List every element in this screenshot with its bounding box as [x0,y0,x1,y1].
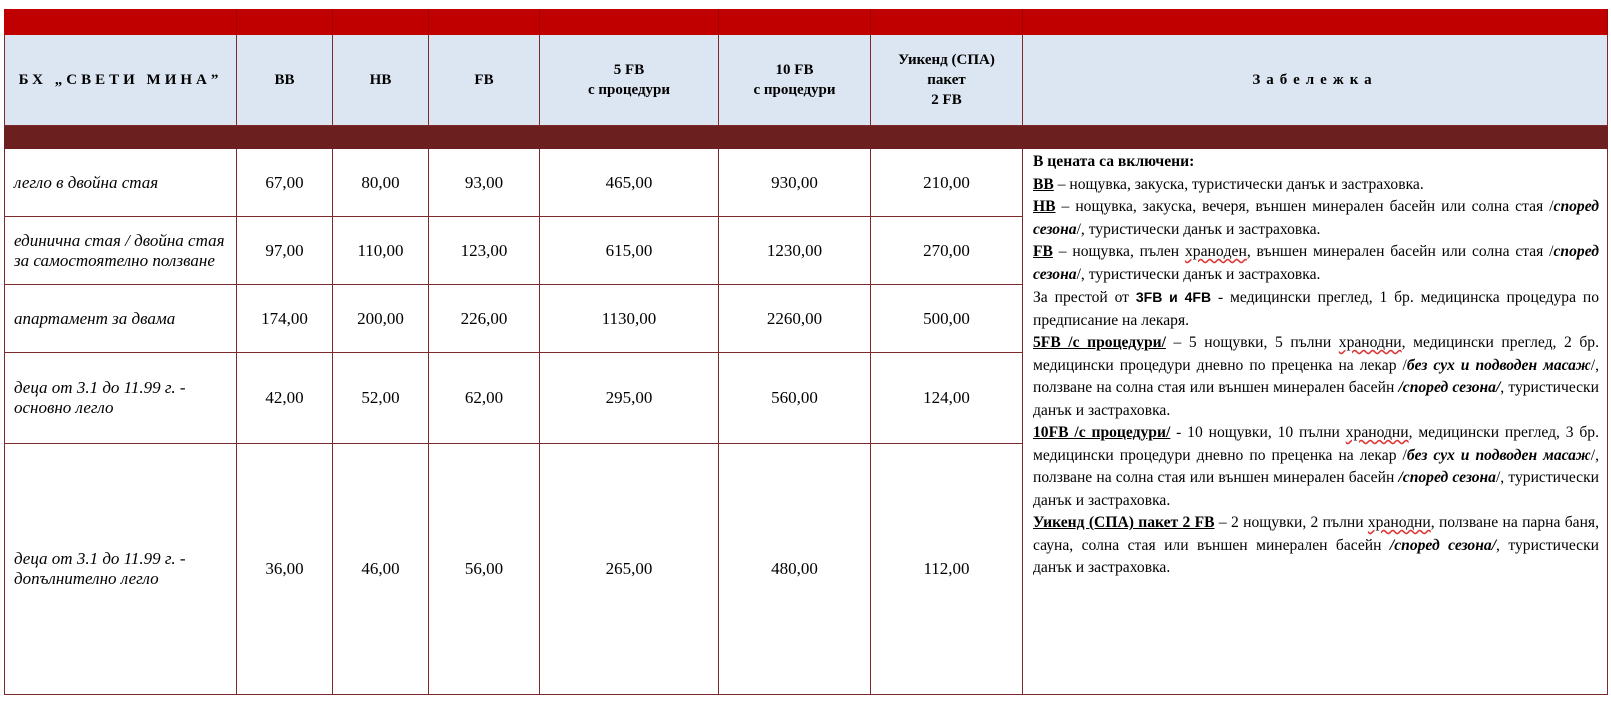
price-10fb: 480,00 [719,444,871,695]
col-5fb-header [540,35,719,126]
notes-5fb-word: хранодни [1338,334,1402,351]
price-weekend: 124,00 [871,353,1023,444]
notes-intro [1033,151,1599,174]
notes-5fb [1033,332,1599,422]
notes-stay [1033,286,1599,332]
col-weekend-line2: пакет [927,72,966,88]
col-hb-header: HB [333,35,429,126]
notes-fb [1033,241,1599,286]
room-type: апартамент за двама [5,285,237,353]
col-10fb-header [719,35,871,126]
dark-separator-band [5,126,1608,149]
price-table [4,9,1608,695]
col-10fb-line2: с процедури [753,82,836,98]
hotel-name-header: БХ „СВЕТИ МИНА” [5,35,237,126]
notes-weekend-word: хранодни [1367,514,1431,531]
price-weekend: 500,00 [871,285,1023,353]
notes-hb-season: според сезона [1033,198,1599,238]
notes-10fb [1033,422,1599,512]
price-5fb: 265,00 [540,444,719,695]
col-notes-header: Забележка [1023,35,1608,126]
price-fb: 62,00 [429,353,540,444]
price-bb: 42,00 [237,353,333,444]
price-bb: 67,00 [237,149,333,217]
price-10fb: 930,00 [719,149,871,217]
col-fb-header: FB [429,35,540,126]
header-row [5,35,1608,126]
notes-fb-label: FB [1033,243,1053,260]
notes-stay-bold: 3FB и 4FB [1135,289,1212,305]
notes-cell [1023,149,1608,695]
room-type: легло в двойна стая [5,149,237,217]
notes-weekend-text-1: – 2 нощувки, 2 пълни [1214,514,1368,531]
notes-hb-text-2: /, туристически данък и застраховка. [1076,220,1321,238]
col-5fb-line1: 5 FB [613,62,645,78]
notes-10fb-label: 10FB /с процедури/ [1033,424,1171,441]
price-hb: 200,00 [333,285,429,353]
room-type: деца от 3.1 до 11.99 г. - основно легло [5,353,237,444]
notes-weekend-season: /според сезона/ [1389,536,1497,554]
notes-5fb-massage: без сух и подводен масаж [1406,356,1591,374]
col-weekend-line1: Уикенд (СПА) [898,52,995,68]
price-10fb: 2260,00 [719,285,871,353]
price-hb: 46,00 [333,444,429,695]
notes-5fb-season: /според сезона/ [1398,379,1501,396]
notes-10fb-season: /според сезона [1398,469,1496,486]
notes-fb-text-3: /, туристически данък и застраховка. [1076,265,1321,283]
notes-weekend-label: Уикенд (СПА) пакет 2 FB [1033,514,1215,531]
price-10fb: 1230,00 [719,217,871,285]
notes-intro-text: В цената са включени: [1033,153,1195,170]
notes-10fb-word: хранодни [1345,424,1409,441]
notes-5fb-label: 5FB /с процедури/ [1033,334,1166,351]
price-bb: 36,00 [237,444,333,695]
notes-fb-text-2: , външен минерален басейн или солна стая / [1246,243,1554,260]
notes-weekend-text-3: , туристически данък и застраховка. [1033,536,1599,576]
price-5fb: 615,00 [540,217,719,285]
room-type: единична стая / двойна стая за самостоятелно ползване [5,217,237,285]
col-bb-header: BB [237,35,333,126]
price-hb: 52,00 [333,353,429,444]
notes-bb-text: – нощувка, закуска, туристически данък и застраховка. [1053,175,1424,193]
notes-fb-season: според сезона [1033,243,1599,283]
notes-hb [1033,196,1599,241]
notes-10fb-text-1: - 10 нощувки, 10 пълни [1170,424,1346,441]
notes-bb [1033,174,1599,197]
notes-fb-word: хранoден [1184,243,1247,260]
col-10fb-line1: 10 FB [775,62,814,78]
price-5fb: 295,00 [540,353,719,444]
price-fb: 56,00 [429,444,540,695]
price-bb: 174,00 [237,285,333,353]
notes-10fb-massage: без сух и подводен масаж [1406,446,1591,464]
table-row [5,149,1608,217]
notes-hb-label: HB [1033,198,1056,215]
notes-hb-text-1: – нощувка, закуска, вечеря, външен минерален басейн или солна стая / [1055,198,1554,215]
notes-5fb-text-1: – 5 нощувки, 5 пълни [1165,334,1339,351]
price-fb: 226,00 [429,285,540,353]
notes-weekend-text-2: , ползване на парна баня, сауна, солна стая или външен минерален басейн [1033,514,1599,554]
notes-weekend [1033,512,1599,580]
price-table-wrapper [4,9,1607,695]
notes-fb-text-1: – нощувка, пълен [1052,243,1185,260]
price-hb: 80,00 [333,149,429,217]
col-weekend-line3: 2 FB [931,92,962,108]
price-5fb: 465,00 [540,149,719,217]
notes-5fb-text-2: , медицински преглед, 2 бр. медицински процедури дневно по преценка на лекар / [1033,334,1599,374]
notes-5fb-text-4: , туристически данък и застраховка. [1033,379,1599,419]
room-type: деца от 3.1 до 11.99 г. - допълнително легло [5,444,237,695]
price-weekend: 112,00 [871,444,1023,695]
col-weekend-header [871,35,1023,126]
price-fb: 93,00 [429,149,540,217]
price-weekend: 270,00 [871,217,1023,285]
notes-10fb-text-3: /, ползване на солна стая или външен минерален басейн [1033,446,1600,486]
price-bb: 97,00 [237,217,333,285]
notes-bb-label: BB [1033,175,1054,193]
price-hb: 110,00 [333,217,429,285]
price-5fb: 1130,00 [540,285,719,353]
notes-stay-text-2: - медицински преглед, 1 бр. медицинска процедура по предписание на лекаря. [1033,289,1599,329]
notes-stay-text-1: За престой от [1033,289,1136,306]
col-5fb-line2: с процедури [587,82,671,98]
price-weekend: 210,00 [871,149,1023,217]
notes-10fb-text-4: /, туристически данък и застраховка. [1033,469,1599,509]
notes-10fb-text-2: , медицински преглед, 3 бр. медицински процедури дневно по преценка на лекар / [1033,424,1600,464]
top-red-band [5,10,1608,35]
price-fb: 123,00 [429,217,540,285]
notes-5fb-text-3: /, ползване на солна стая или външен минерален басейн [1033,356,1600,396]
price-10fb: 560,00 [719,353,871,444]
